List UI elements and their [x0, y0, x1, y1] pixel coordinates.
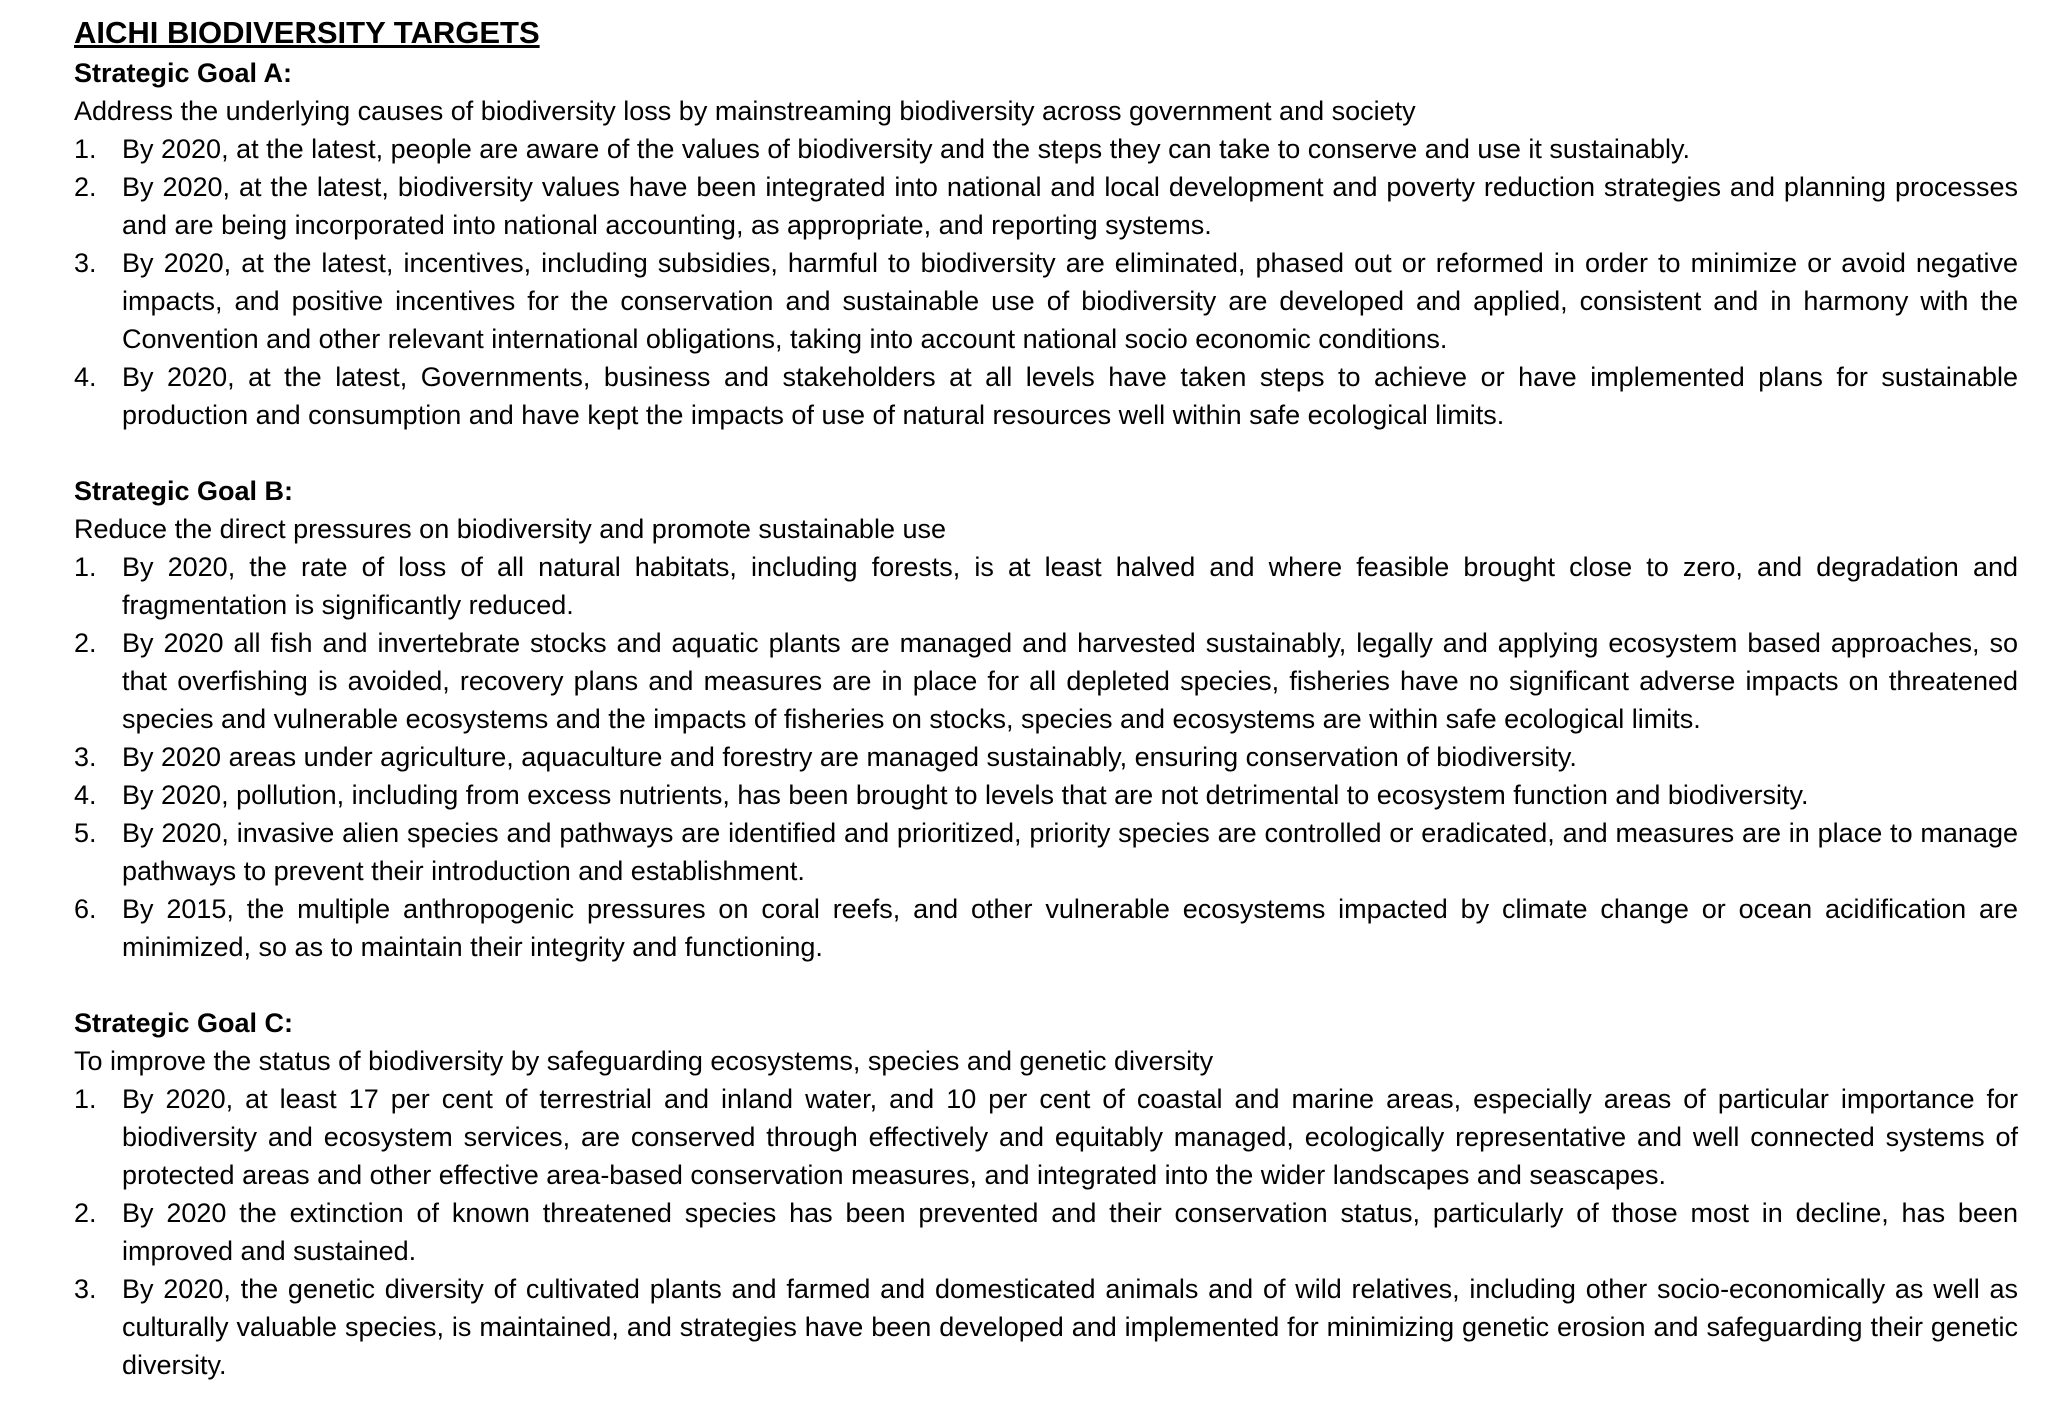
target-text: By 2020, at the latest, biodiversity values have been integrated into national and local development and poverty reduction strategies and planning processes and are being incorporated into national accounting, as appropriate, and reporting systems.: [122, 172, 2018, 240]
list-item: [74, 130, 2018, 168]
goal-description: Reduce the direct pressures on biodiversity and promote sustainable use: [74, 514, 946, 544]
target-text: By 2020, the rate of loss of all natural habitats, including forests, is at least halved and where feasible brought close to zero, and degradation and fragmentation is significantly reduced.: [122, 552, 2018, 620]
target-text: By 2020 all fish and invertebrate stocks and aquatic plants are managed and harvested sustainably, legally and applying ecosystem based approaches, so that overfishing is avoided, recovery plans and measures are in place for all depleted species, fisheries have no significant adverse impacts on threatened species and vulnerable ecosystems and the impacts of fisheries on stocks, species and ecosystems are within safe ecological limits.: [122, 628, 2018, 734]
list-item: [74, 548, 2018, 624]
goal-heading: Strategic Goal C:: [74, 1008, 294, 1038]
list-item: [74, 1080, 2018, 1194]
target-number: 5.: [74, 818, 97, 848]
target-text: By 2020 the extinction of known threatened species has been prevented and their conservation status, particularly of those most in decline, has been improved and sustained.: [122, 1198, 2018, 1266]
list-item: [74, 1194, 2018, 1270]
list-item: [74, 814, 2018, 890]
strategic-goal-b: [74, 472, 2018, 966]
target-number: 6.: [74, 894, 97, 924]
document-title: AICHI BIODIVERSITY TARGETS: [74, 15, 540, 50]
target-number: 1.: [74, 1084, 97, 1114]
list-item: [74, 1270, 2018, 1384]
list-item: [74, 776, 2018, 814]
target-number: 4.: [74, 362, 97, 392]
list-item: [74, 738, 2018, 776]
target-text: By 2020, at the latest, incentives, including subsidies, harmful to biodiversity are eliminated, phased out or reformed in order to minimize or avoid negative impacts, and positive incentives for the conservation and sustainable use of biodiversity are developed and applied, consistent and in harmony with the Convention and other relevant international obligations, taking into account national socio economic conditions.: [122, 248, 2018, 354]
target-text: By 2020 areas under agriculture, aquaculture and forestry are managed sustainably, ensuring conservation of biodiversity.: [122, 742, 1577, 772]
target-number: 1.: [74, 134, 97, 164]
target-list: [74, 130, 2018, 434]
target-text: By 2020, invasive alien species and pathways are identified and prioritized, priority species are controlled or eradicated, and measures are in place to manage pathways to prevent their introduction and establishment.: [122, 818, 2018, 886]
target-number: 4.: [74, 780, 97, 810]
list-item: [74, 890, 2018, 966]
list-item: [74, 168, 2018, 244]
target-number: 3.: [74, 248, 97, 278]
list-item: [74, 624, 2018, 738]
target-text: By 2020, at the latest, Governments, business and stakeholders at all levels have taken steps to achieve or have implemented plans for sustainable production and consumption and have kept the impacts of use of natural resources well within safe ecological limits.: [122, 362, 2018, 430]
goal-heading: Strategic Goal B:: [74, 476, 294, 506]
target-number: 2.: [74, 628, 97, 658]
goal-heading: Strategic Goal A:: [74, 58, 293, 88]
target-text: By 2020, at least 17 per cent of terrestrial and inland water, and 10 per cent of coastal and marine areas, especially areas of particular importance for biodiversity and ecosystem services, are conserved through effectively and equitably managed, ecologically representative and well connected systems of protected areas and other effective area-based conservation measures, and integrated into the wider landscapes and seascapes.: [122, 1084, 2018, 1190]
document-page: [74, 12, 2018, 1384]
target-number: 3.: [74, 1274, 97, 1304]
strategic-goal-c: [74, 1004, 2018, 1384]
strategic-goal-a: [74, 54, 2018, 434]
list-item: [74, 244, 2018, 358]
target-list: [74, 1080, 2018, 1384]
goal-description: Address the underlying causes of biodiversity loss by mainstreaming biodiversity across government and society: [74, 96, 1416, 126]
target-text: By 2015, the multiple anthropogenic pressures on coral reefs, and other vulnerable ecosystems impacted by climate change or ocean acidification are minimized, so as to maintain their integrity and functioning.: [122, 894, 2018, 962]
target-number: 1.: [74, 552, 97, 582]
target-number: 3.: [74, 742, 97, 772]
target-number: 2.: [74, 172, 97, 202]
goal-description: To improve the status of biodiversity by safeguarding ecosystems, species and genetic diversity: [74, 1046, 1214, 1076]
target-number: 2.: [74, 1198, 97, 1228]
target-text: By 2020, the genetic diversity of cultivated plants and farmed and domesticated animals and of wild relatives, including other socio-economically as well as culturally valuable species, is maintained, and strategies have been developed and implemented for minimizing genetic erosion and safeguarding their genetic diversity.: [122, 1274, 2018, 1380]
target-text: By 2020, pollution, including from excess nutrients, has been brought to levels that are not detrimental to ecosystem function and biodiversity.: [122, 780, 1809, 810]
target-text: By 2020, at the latest, people are aware of the values of biodiversity and the steps they can take to conserve and use it sustainably.: [122, 134, 1690, 164]
target-list: [74, 548, 2018, 966]
list-item: [74, 358, 2018, 434]
